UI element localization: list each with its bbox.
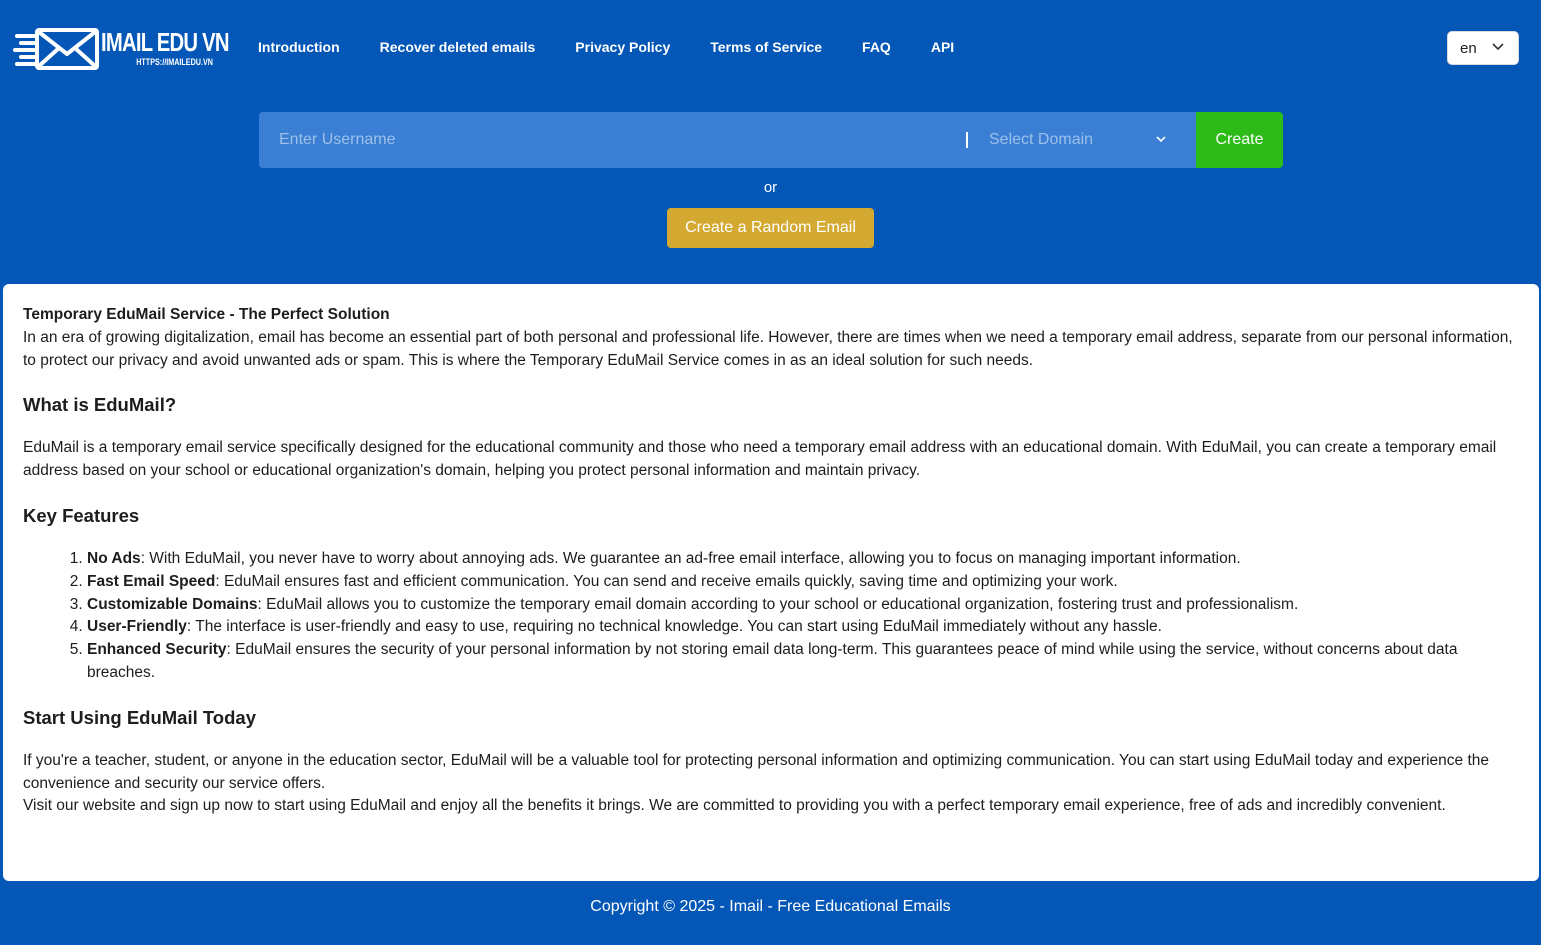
list-item	[87, 594, 1519, 617]
domain-select[interactable]	[989, 112, 1189, 168]
feature-name: No Ads	[87, 549, 141, 567]
nav-introduction[interactable]: Introduction	[258, 39, 340, 55]
feature-text: : EduMail ensures fast and efficient communication. You can send and receive emails quickly, saving time and optimizing your work.	[215, 572, 1118, 590]
list-item	[87, 571, 1519, 594]
nav-faq[interactable]: FAQ	[862, 39, 891, 55]
field-divider	[966, 132, 968, 148]
intro-title: Temporary EduMail Service - The Perfect Solution	[23, 306, 390, 323]
content-card	[3, 284, 1539, 881]
list-item	[87, 639, 1519, 685]
chevron-down-icon	[1491, 42, 1505, 52]
chevron-down-icon	[1155, 135, 1167, 144]
language-select[interactable]	[1447, 31, 1519, 65]
feature-name: User-Friendly	[87, 618, 187, 636]
email-input-group	[259, 112, 1196, 168]
list-item	[87, 616, 1519, 639]
what-is-edumail-text: EduMail is a temporary email service specifically designed for the educational community and those who need a temporary email address with an educational domain. With EduMail, you can create a temporary email address based on your school or educational organization's domain, helping you protect personal information and maintain privacy.	[23, 439, 1497, 480]
logo-main-text: IMAIL EDU VN	[101, 27, 229, 57]
start-using-heading: Start Using EduMail Today	[23, 706, 256, 728]
nav-recover-deleted-emails[interactable]: Recover deleted emails	[379, 39, 536, 55]
nav-privacy-policy[interactable]: Privacy Policy	[575, 39, 671, 55]
feature-name: Enhanced Security	[87, 641, 227, 659]
start-using-text: If you're a teacher, student, or anyone in the education sector, EduMail will be a valuable tool for protecting personal information and optimizing communication. You can start using EduMail today and experience the convenience and security our service offers.	[23, 751, 1490, 792]
footer-copyright: Copyright © 2025 - Imail - Free Educational Emails	[590, 898, 951, 915]
site-logo[interactable]	[13, 26, 229, 72]
feature-name: Fast Email Speed	[87, 572, 216, 590]
nav-terms-of-service[interactable]: Terms of Service	[710, 39, 823, 55]
feature-text: : EduMail allows you to customize the temporary email domain according to your school or educational organization, fostering trust and professionalism.	[257, 595, 1299, 613]
domain-placeholder: Select Domain	[989, 131, 1094, 148]
language-value: en	[1460, 39, 1477, 57]
logo-sub-text: HTTPS://IMAILEDU.VN	[136, 57, 213, 67]
username-input[interactable]	[259, 112, 959, 168]
or-separator: or	[763, 179, 778, 196]
create-email-form	[259, 112, 1283, 168]
feature-name: Customizable Domains	[87, 595, 258, 613]
intro-text: In an era of growing digitalization, email has become an essential part of both personal and professional life. However, there are times when we need a temporary email address, separate from our personal information, to protect our privacy and avoid unwanted ads or spam. This is where the Temporary EduMail Service comes in as an ideal solution for such needs.	[23, 328, 1513, 369]
start-using-text-2: Visit our website and sign up now to start using EduMail and enjoy all the benefits it brings. We are committed to providing you with a perfect temporary email experience, free of ads and incredibly convenient.	[23, 797, 1446, 815]
create-button[interactable]: Create	[1196, 112, 1283, 168]
feature-text: : The interface is user-friendly and easy to use, requiring no technical knowledge. You can start using EduMail immediately without any hassle.	[186, 618, 1162, 636]
header	[0, 0, 1541, 95]
key-features-heading: Key Features	[23, 504, 140, 526]
list-item	[87, 548, 1519, 571]
mail-icon	[13, 26, 101, 72]
feature-text: : EduMail ensures the security of your personal information by not storing email data long-term. This guarantees peace of mind while using the service, without concerns about data breaches.	[87, 641, 1458, 681]
create-random-email-button[interactable]: Create a Random Email	[667, 208, 874, 248]
logo-text	[101, 27, 229, 72]
features-list	[87, 548, 1519, 685]
nav-api[interactable]: API	[930, 39, 955, 55]
feature-text: : With EduMail, you never have to worry about annoying ads. We guarantee an ad-free email interface, allowing you to focus on managing important information.	[140, 549, 1241, 567]
what-is-edumail-heading: What is EduMail?	[23, 394, 177, 416]
main-nav	[258, 38, 994, 56]
